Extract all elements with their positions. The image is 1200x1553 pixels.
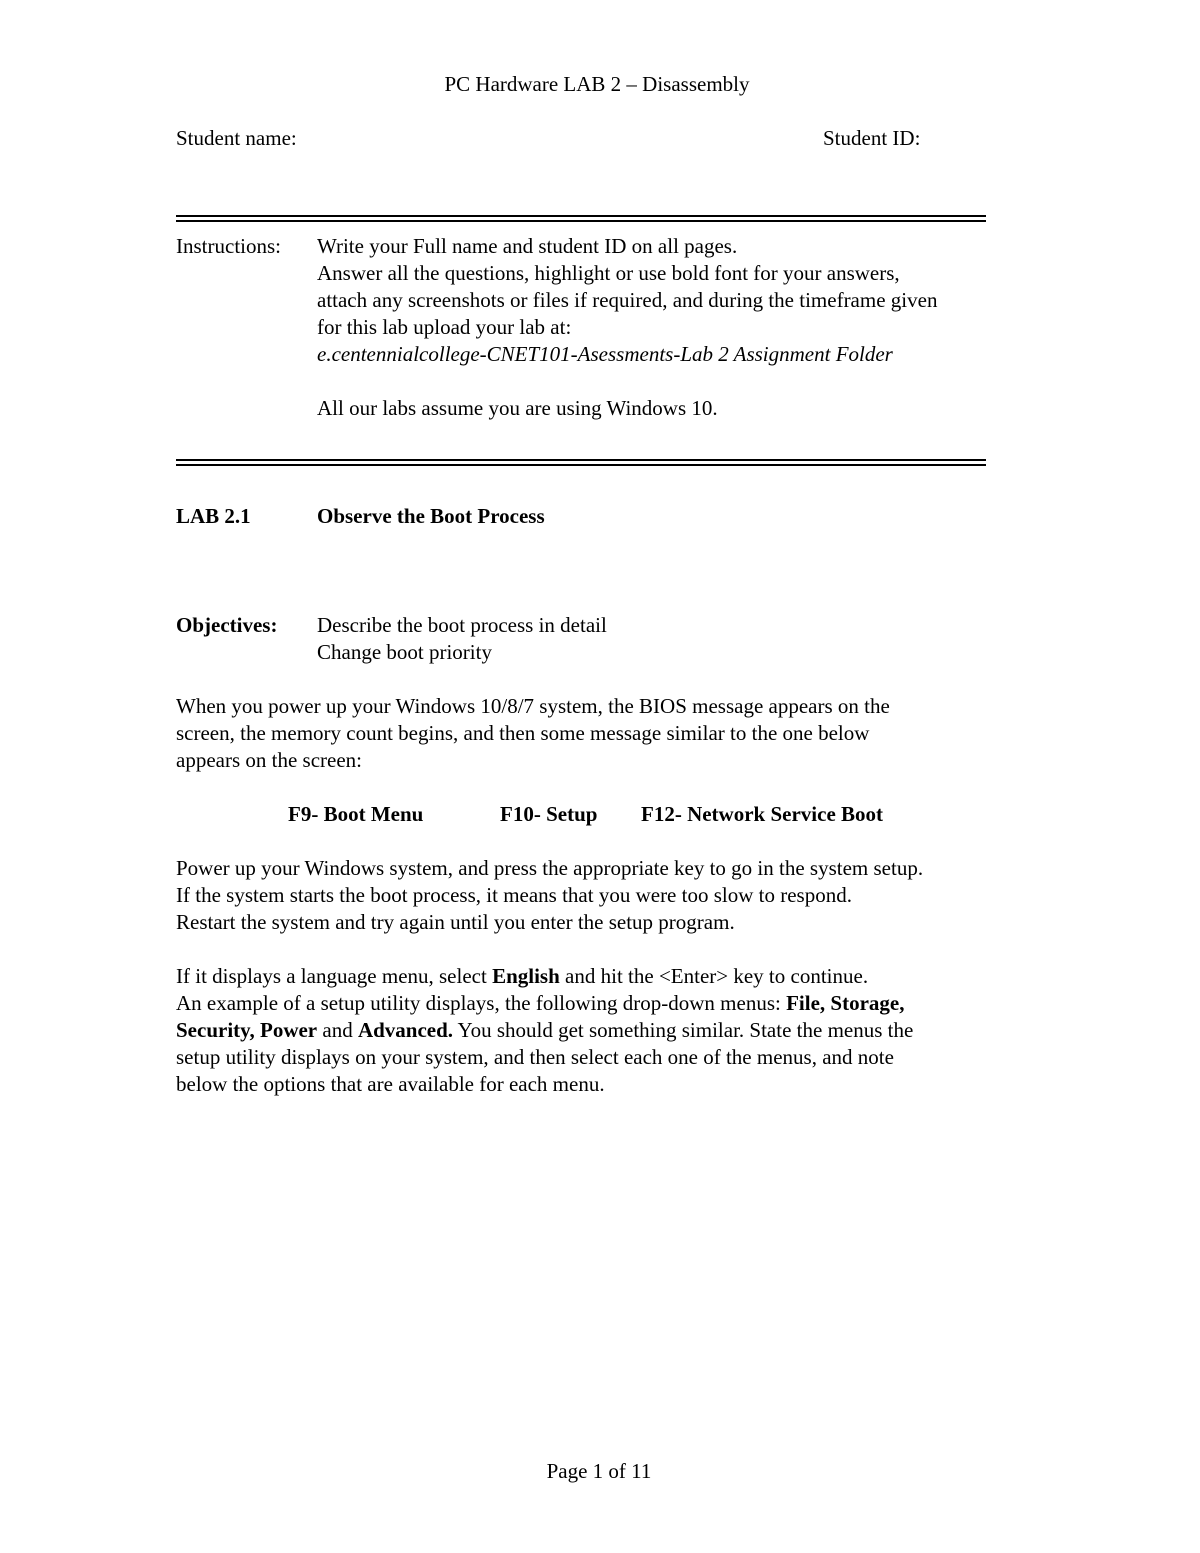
paragraph-setup-menus: [176, 963, 913, 1098]
instructions-block: [317, 233, 937, 422]
emphasis-english: English: [492, 964, 560, 988]
instructions-line: Write your Full name and student ID on all pages.: [317, 234, 738, 258]
objectives-list: [317, 612, 607, 666]
text-run: An example of a setup utility displays, the following drop-down menus:: [176, 991, 787, 1015]
upload-path: e.centennialcollege-CNET101-Asessments-Lab 2 Assignment Folder: [317, 342, 893, 366]
text-run: If it displays a language menu, select: [176, 964, 493, 988]
paragraph-line: appears on the screen:: [176, 748, 362, 772]
objective-item: Change boot priority: [317, 640, 492, 664]
emphasis-menus: Security, Power: [176, 1018, 318, 1042]
student-name-label: Student name:: [176, 126, 297, 150]
lab-title: Observe the Boot Process: [317, 504, 545, 528]
blank-line: [317, 368, 937, 395]
bottom-double-rule: [176, 459, 986, 466]
paragraph-line: Power up your Windows system, and press the appropriate key to go in the system setup.: [176, 856, 924, 880]
paragraph-power-up: [176, 855, 923, 936]
objective-item: Describe the boot process in detail: [317, 613, 607, 637]
paragraph-line: If the system starts the boot process, it means that you were too slow to respond.: [176, 883, 852, 907]
document-title: PC Hardware LAB 2 – Disassembly: [444, 72, 750, 96]
text-run: and hit the <Enter> key to continue.: [559, 964, 869, 988]
instructions-line: Answer all the questions, highlight or use bold font for your answers,: [317, 261, 900, 285]
instructions-line: attach any screenshots or files if required, and during the timeframe given: [317, 288, 938, 312]
paragraph-line: [176, 990, 913, 1017]
instructions-line: for this lab upload your lab at:: [317, 315, 572, 339]
paragraph-boot-intro: [176, 693, 890, 774]
windows-note: All our labs assume you are using Windows 10.: [317, 396, 718, 420]
paragraph-line: setup utility displays on your system, and then select each one of the menus, and note: [176, 1045, 894, 1069]
student-id-label: Student ID:: [823, 126, 921, 150]
text-run: and: [317, 1018, 358, 1042]
instructions-label: Instructions:: [176, 234, 281, 258]
paragraph-line: below the options that are available for each menu.: [176, 1072, 605, 1096]
setup-key: F10- Setup: [500, 802, 598, 826]
paragraph-line: [176, 963, 913, 990]
page-number: Page 1 of 11: [546, 1459, 652, 1483]
paragraph-line: [176, 1017, 913, 1044]
network-boot-key: F12- Network Service Boot: [641, 802, 884, 826]
top-double-rule: [176, 215, 986, 222]
text-run: You should get something similar. State the menus the: [453, 1018, 914, 1042]
boot-menu-key: F9- Boot Menu: [288, 802, 424, 826]
paragraph-line: When you power up your Windows 10/8/7 system, the BIOS message appears on the: [176, 694, 890, 718]
emphasis-menus: File, Storage,: [786, 991, 905, 1015]
emphasis-menus: Advanced.: [357, 1018, 454, 1042]
paragraph-line: screen, the memory count begins, and then some message similar to the one below: [176, 721, 870, 745]
objectives-label: Objectives:: [176, 613, 278, 637]
lab-number: LAB 2.1: [176, 504, 251, 528]
paragraph-line: Restart the system and try again until you enter the setup program.: [176, 910, 735, 934]
